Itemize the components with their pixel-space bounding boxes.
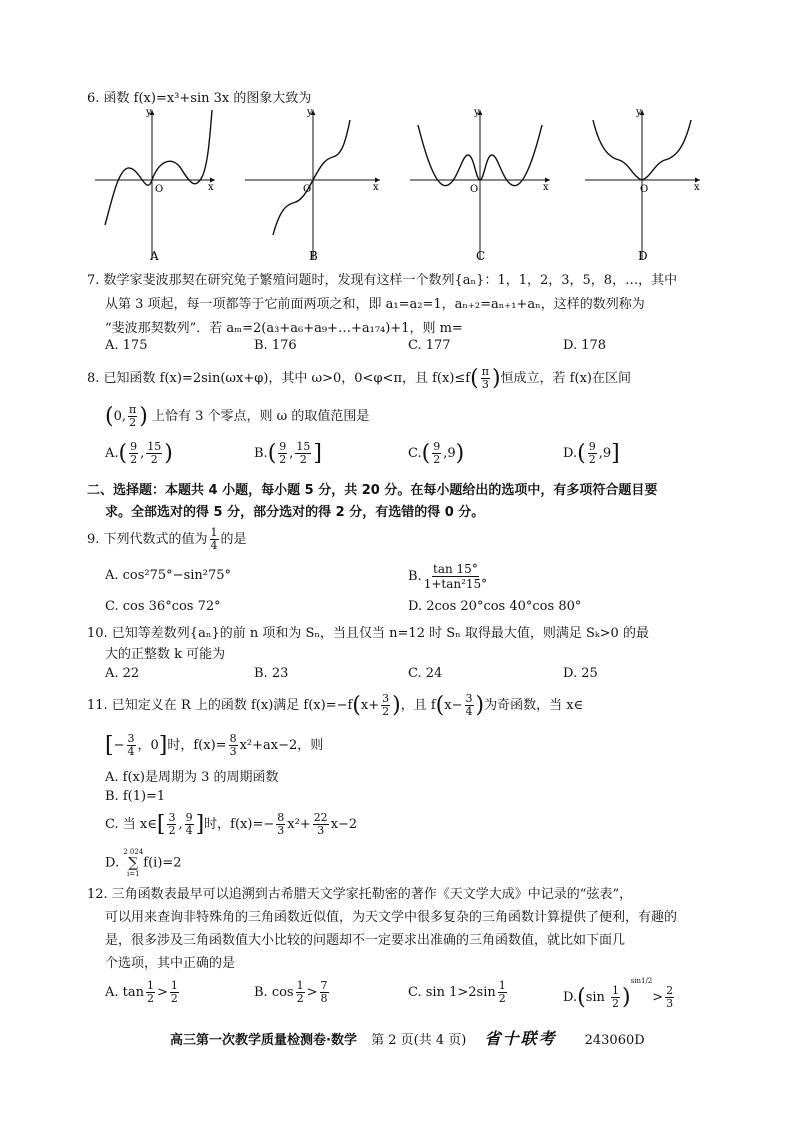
q9-option-b: B. $\frac{\tan 15^\circ}{\text{1+tan²15°}}$ [408, 562, 488, 591]
q12-line1: 12. 三角函数表最早可以追溯到古希腊天文学家托勒密的著作《天文学大成》中记录的“弦表”， [87, 887, 633, 902]
origin-label: O [640, 184, 649, 195]
q9-stem: 9. 下列代数式的值为 $\frac{1}{4}$ 的是 [87, 526, 247, 552]
q12-option-b: B. cos $\frac{1}{2}$ > $\frac{7}{8}$ [254, 979, 328, 1005]
q12-line2: 可以用来查询非特殊角的三角函数近似值，为天文学中很多复杂的三角函数计算提供了便利，有趣的 [105, 910, 678, 925]
footer-brand-logo: 省十联考 [484, 1029, 557, 1048]
axis-x-label: x [373, 182, 379, 193]
q8-option-a: A.( $\frac{9}{2}$ , $\frac{15}{2}$ ) [105, 440, 173, 466]
q9-option-c: C. cos 36°cos 72° [105, 599, 221, 614]
q12-line3: 是，很多涉及三角函数值大小比较的问题却不一定要求出准确的三角函数值，就比如下面几 [105, 933, 626, 948]
origin-label: O [470, 184, 479, 195]
q7-option-d: D. 178 [563, 338, 607, 353]
graph-a [95, 107, 215, 263]
axis-y-label: y [636, 107, 642, 118]
axis-x-label: x [543, 182, 549, 193]
graph-b [245, 107, 380, 263]
axis-y-label: y [146, 107, 152, 118]
graph-label-d: D [638, 249, 648, 263]
q7-option-b: B. 176 [254, 338, 297, 353]
graph-label-c: C [476, 249, 486, 263]
footer [170, 1026, 645, 1049]
q10-option-a: A. 22 [105, 666, 140, 681]
q9-option-d: D. 2cos 20°cos 40°cos 80° [408, 599, 582, 614]
footer-page: 第 2 页(共 4 页) [371, 1033, 467, 1048]
q8-option-b: B.( $\frac{9}{2}$ , $\frac{15}{2}$ ] [254, 440, 323, 466]
q10-option-b: B. 23 [254, 666, 289, 681]
q11-option-a: A. f(x)是周期为 3 的周期函数 [105, 770, 279, 785]
q7-line3: “斐波那契数列”．若 aₘ=2(a₃+a₆+a₉+…+a₁₇₄)+1，则 m= [105, 321, 463, 336]
q12-option-c: C. sin 1>2sin $\frac{1}{2}$ [408, 979, 506, 1005]
q10-line1: 10. 已知等差数列{aₙ}的前 n 项和为 Sₙ，当且仅当 n=12 时 Sₙ 取得最大值，则满足 Sₖ>0 的最 [87, 626, 649, 641]
q7-line1: 7. 数学家斐波那契在研究兔子繁殖问题时，发现有这样一个数列{aₙ}：1，1，2，3，5，8，…，其中 [87, 273, 678, 288]
q10-line2: 大的正整数 k 可能为 [105, 647, 226, 662]
q12-option-a: A. tan $\frac{1}{2}$ > $\frac{1}{2}$ [105, 979, 178, 1005]
q7-line2: 从第 3 项起，每一项都等于它前面两项之和，即 a₁=a₂=1，aₙ₊₂=aₙ₊₁+aₙ，这样的数列称为 [105, 297, 645, 312]
axis-y-label: y [474, 107, 480, 118]
q11-option-c: C. 当 x∈[ $\frac{3}{2}$ , $\frac{9}{4}$ ]时，f(x)=− $\frac{8}{3}$ x²+ $\frac{22}{3}$ x−2 [105, 811, 358, 837]
axis-x-label: x [208, 182, 214, 193]
q8-line2: (0, $\frac{\pi}{2}$ ) 上恰有 3 个零点，则 ω 的取值范围是 [105, 403, 370, 429]
section2-line1: 二、选择题：本题共 4 小题，每小题 5 分，共 20 分。在每小题给出的选项中，有多项符合题目要 [87, 483, 658, 498]
graph-c [410, 107, 550, 263]
section2-line2: 求。全部选对的得 5 分，部分选对的得 2 分，有选错的得 0 分。 [105, 505, 485, 520]
q10-option-d: D. 25 [563, 666, 598, 681]
q11-line2: [− $\frac{3}{4}$ ，0]时，f(x)= $\frac{8}{3}$ x²+ax−2，则 [105, 732, 324, 758]
q12-option-d: D.(sin $\frac{1}{2}$ )$^{sin1/2}$> $\frac{2}{3}$ [563, 977, 674, 1010]
origin-label: O [155, 184, 164, 195]
axis-y-label: y [307, 107, 313, 118]
q7-option-a: A. 175 [105, 338, 148, 353]
frac-num: π [481, 365, 489, 378]
q6-stem: 6. 函数 f(x)=x³+sin 3x 的图象大致为 [87, 91, 312, 106]
frac-den: 3 [481, 378, 489, 391]
q12-line4: 个选项，其中正确的是 [105, 956, 236, 971]
footer-code: 243060D [584, 1033, 645, 1048]
q9-option-a: A. cos²75°−sin²75° [105, 568, 232, 583]
origin-label: O [303, 184, 312, 195]
q10-option-c: C. 24 [408, 666, 443, 681]
q8-line2b: 上恰有 3 个零点，则 ω 的取值范围是 [151, 409, 370, 424]
q11-line1: 11. 已知定义在 R 上的函数 f(x)满足 f(x)=−f(x+ $\frac{3}{2}$ )，且 f(x− $\frac{3}{4}$ )为奇函数，当 x∈ [87, 692, 584, 718]
footer-title: 高三第一次教学质量检测卷·数学 [170, 1033, 357, 1048]
q11-option-b: B. f(1)=1 [105, 789, 166, 804]
q8-option-d: D.( $\frac{9}{2}$ ,9] [563, 440, 620, 466]
graph-label-a: A [150, 249, 159, 263]
graph-d [585, 107, 700, 263]
graph-label-b: B [309, 249, 318, 263]
q6-graphs [90, 105, 710, 265]
q8-option-c: C.( $\frac{9}{2}$ ,9) [408, 440, 465, 466]
q11-option-d: D. 2 024 ∑ i=1 f(i)=2 [105, 848, 182, 878]
q7-option-c: C. 177 [408, 338, 451, 353]
axis-x-label: x [694, 182, 700, 193]
q8-line1a: 8. 已知函数 f(x)=2sin(ωx+φ)，其中 ω>0，0<φ<π，且 f(x)≤f [87, 371, 471, 386]
q8-line1: 8. 已知函数 f(x)=2sin(ωx+φ)，其中 ω>0，0<φ<π，且 f(x)≤f( $\frac{\pi}{3}$ )恒成立，若 f(x)在区间 [87, 365, 631, 391]
q8-line1b: 恒成立，若 f(x)在区间 [500, 371, 631, 386]
